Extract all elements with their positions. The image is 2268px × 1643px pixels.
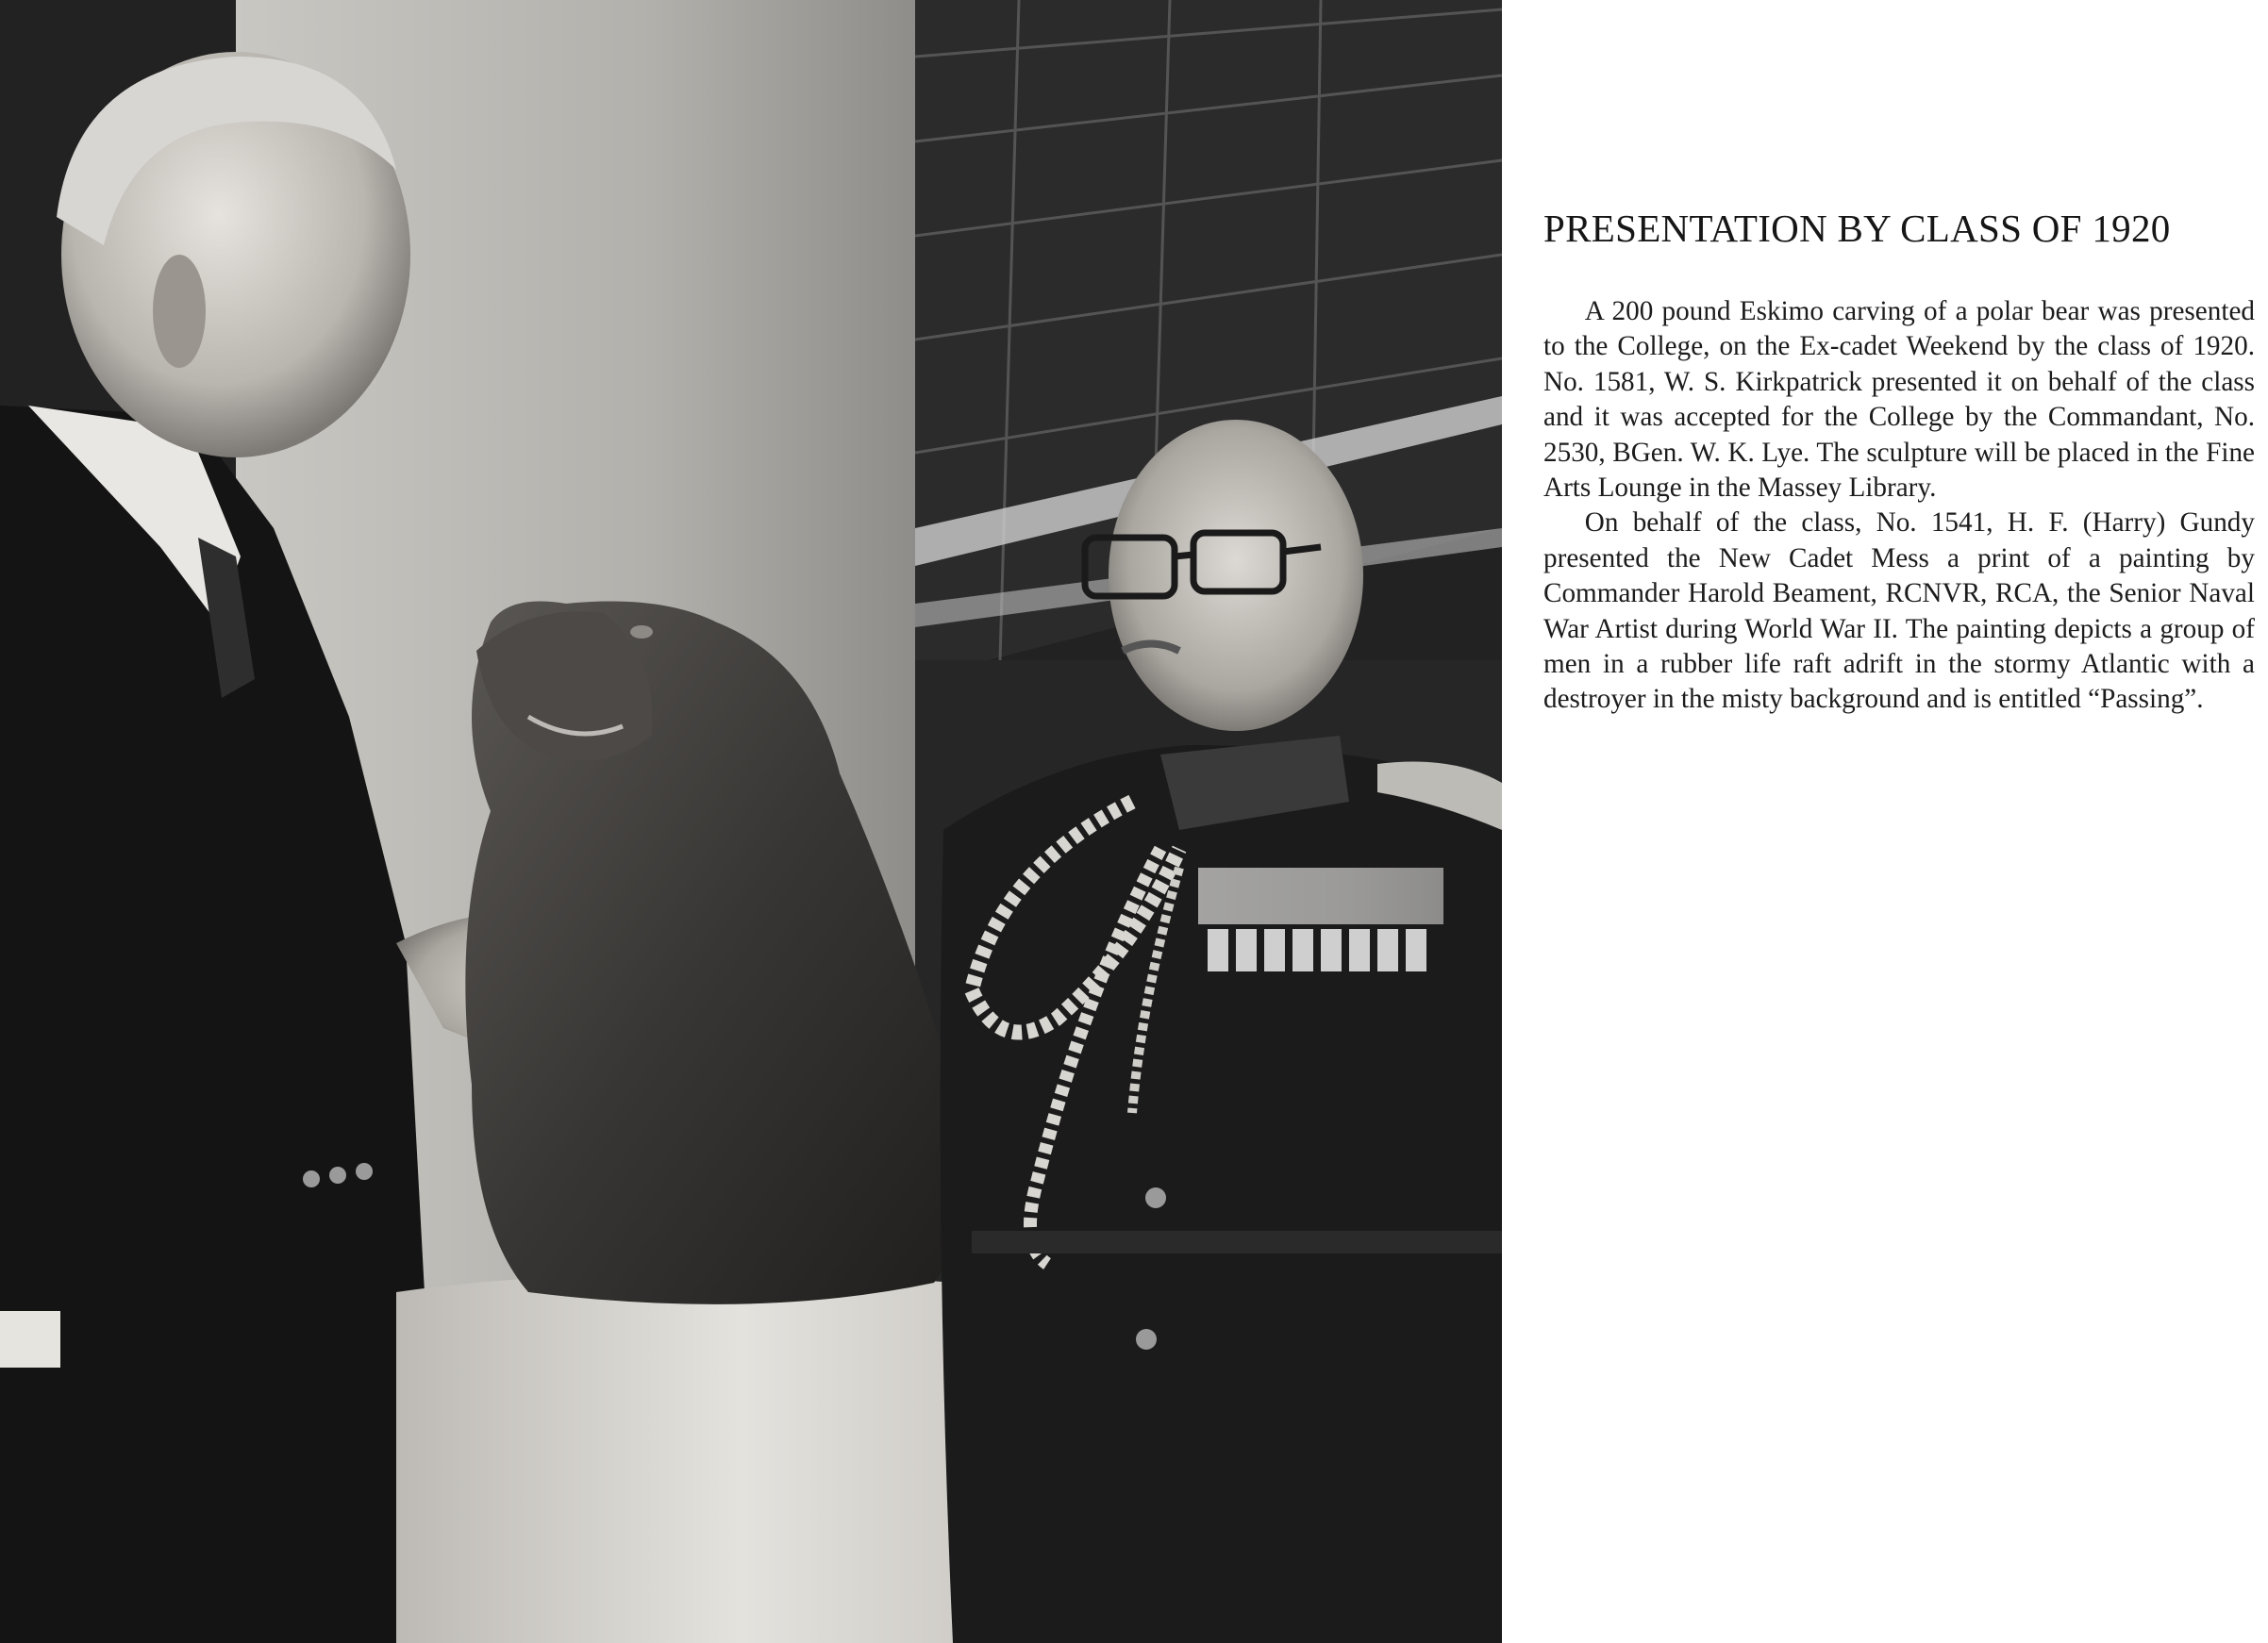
article: [1543, 206, 2255, 718]
article-headline: PRESENTATION BY CLASS OF 1920: [1543, 207, 2171, 250]
officer-head: [1109, 420, 1363, 731]
article-paragraph: A 200 pound Eskimo carving of a polar bear was presented to the College, on the Ex-cadet Weekend by the class of 1920. No. 1581, W. S. Kirkpatrick presented it on behalf of the class and it was accepted for the College by the Commandant, No. 2530, BGen. W. K. Lye. The sculpture will be placed in the Fine Arts Lounge in the Massey Library.: [1543, 296, 2255, 504]
article-paragraph: On behalf of the class, No. 1541, H. F. (Harry) Gundy presented the New Cadet Mess a print of a painting by Commander Harold Beament, RCNVR, RCA, the Senior Naval War Artist during World War II. The painting depicts a group of men in a rubber life raft adrift in the stormy Atlantic with a destroyer in the misty background and is entitled “Passing”.: [1543, 507, 2255, 715]
